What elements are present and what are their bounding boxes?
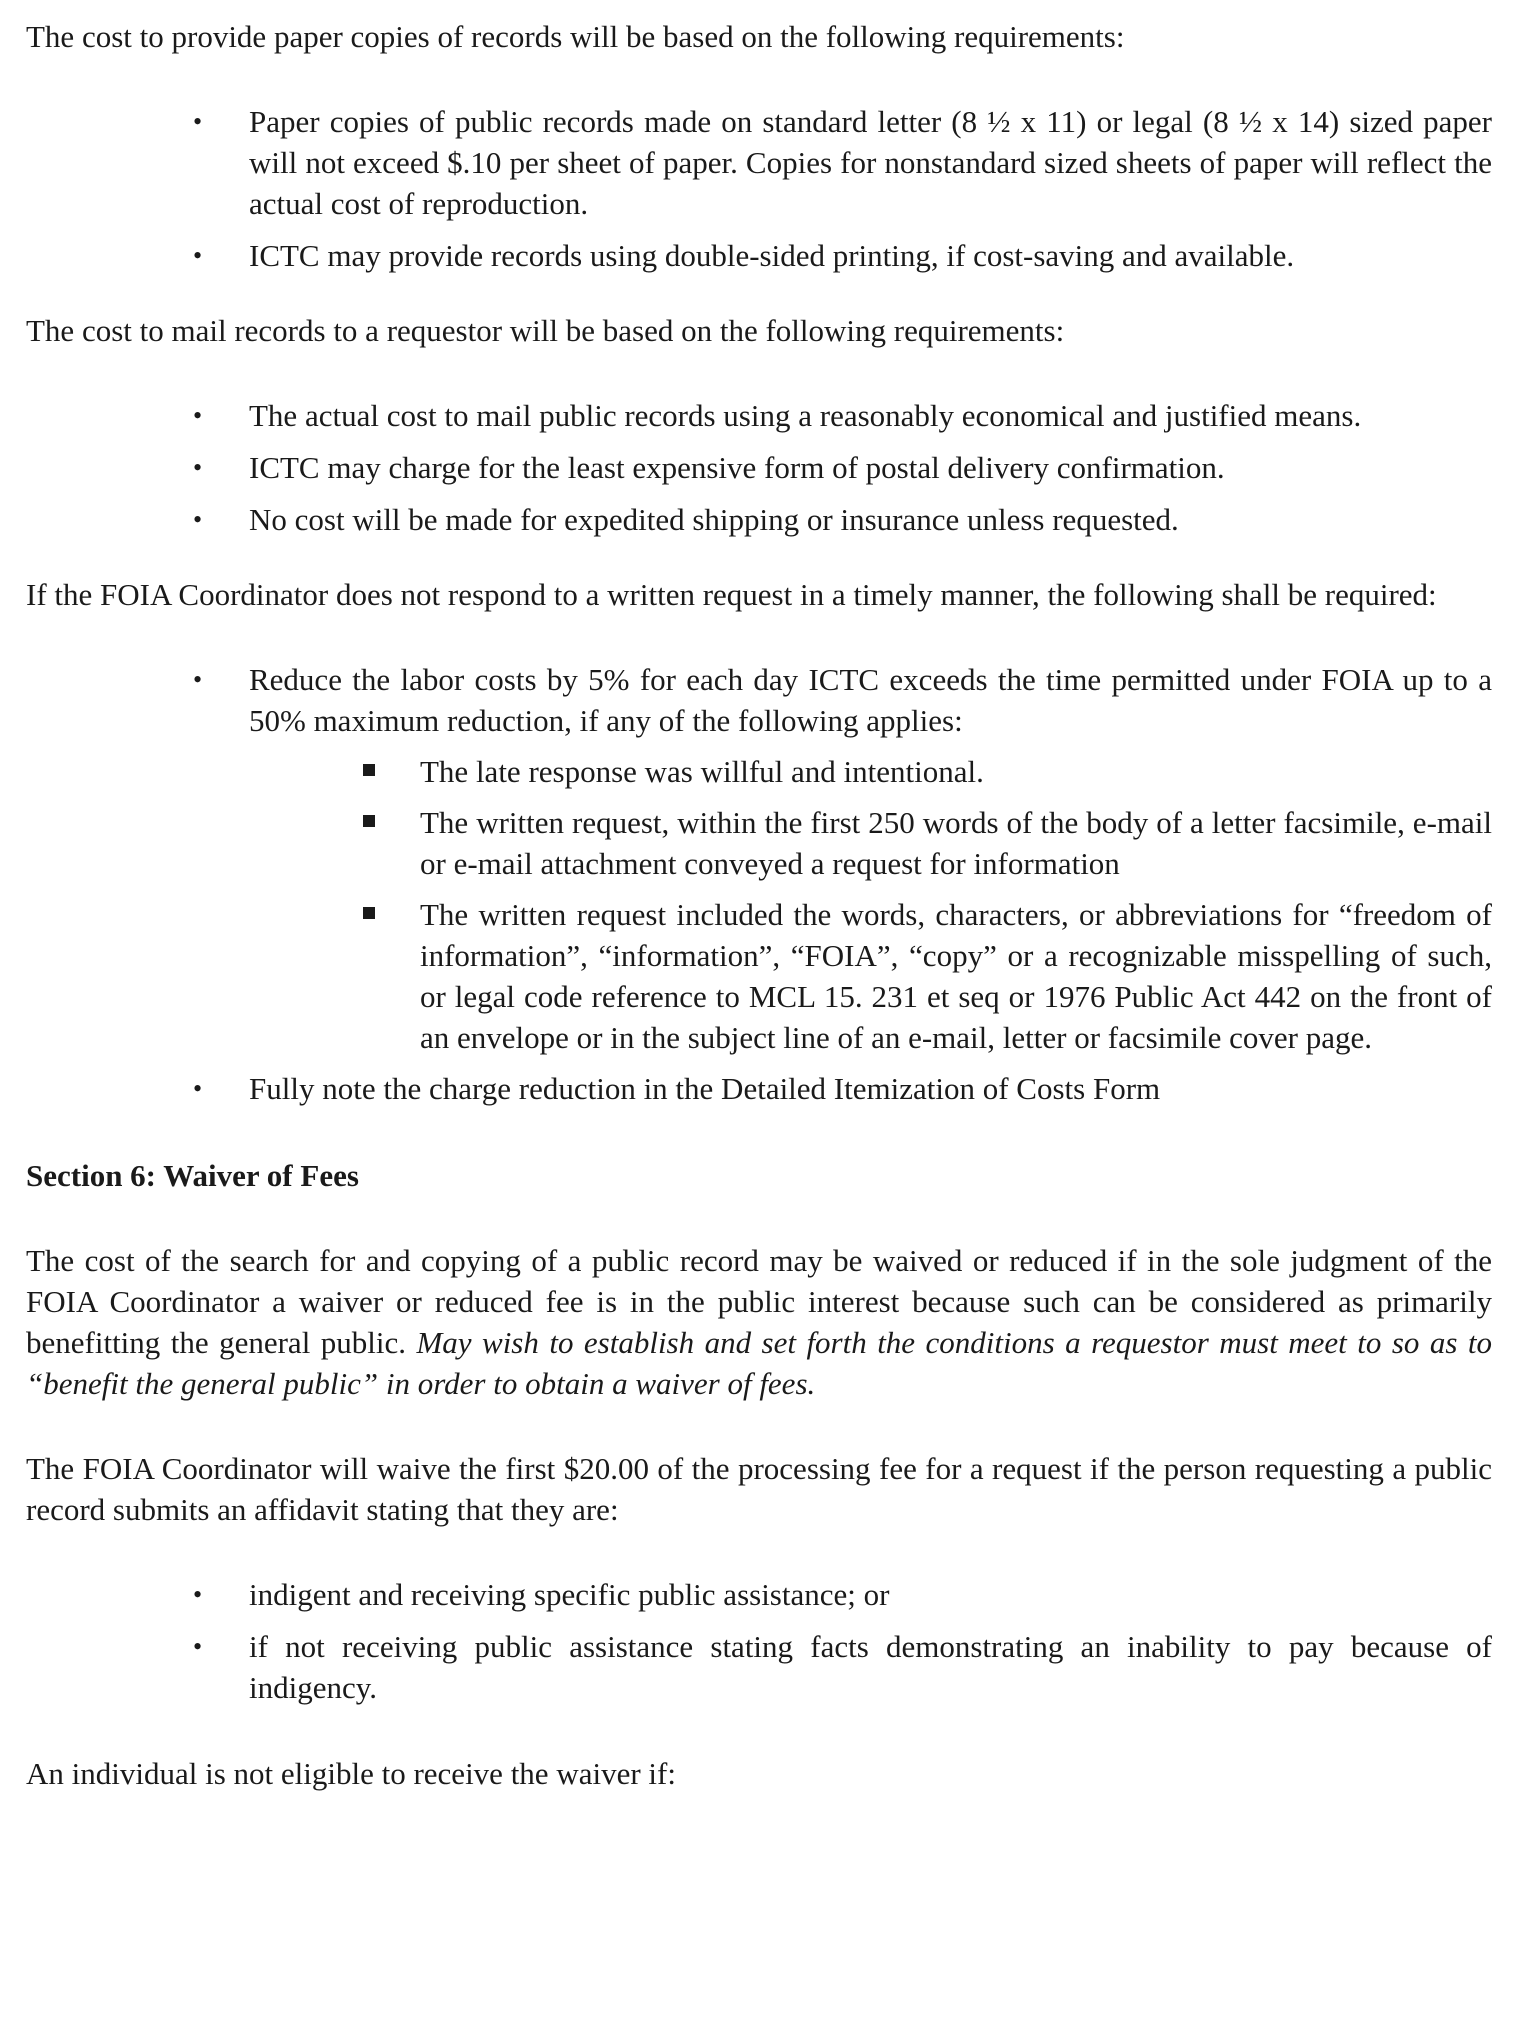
bullet-icon: • (193, 1074, 203, 1103)
list-affidavit-conditions (26, 1574, 1492, 1708)
list-item-text: No cost will be made for expedited shipping or insurance unless requested. (249, 502, 1179, 537)
list-item-text: indigent and receiving specific public assistance; or (249, 1577, 890, 1612)
list-item-text: if not receiving public assistance stating facts demonstrating an inability to pay because of indigency. (249, 1629, 1492, 1705)
list-item-text: ICTC may charge for the least expensive form of postal delivery confirmation. (249, 450, 1225, 485)
paragraph-italic-note: May wish to establish and set forth the conditions a requestor must meet to so as to “benefit the general public” in order to obtain a waiver of fees. (26, 1325, 1492, 1401)
list-mailing-requirements (26, 395, 1492, 540)
sublist-item (249, 802, 1492, 884)
square-bullet-icon (363, 815, 375, 827)
list-item (26, 235, 1492, 276)
paragraph-waiver-indigent: The FOIA Coordinator will waive the first $20.00 of the processing fee for a request if the person requesting a public record submits an affidavit stating that they are: (26, 1451, 1492, 1527)
paragraph-paper-copies-intro: The cost to provide paper copies of records will be based on the following requirements: (26, 19, 1125, 54)
bullet-icon: • (193, 401, 203, 430)
list-item (26, 447, 1492, 488)
list-late-response-requirements-continued (26, 1068, 1492, 1109)
section-6-heading: Section 6: Waiver of Fees (26, 1158, 359, 1193)
list-item-text: Reduce the labor costs by 5% for each day ICTC exceeds the time permitted under FOIA up to a 50% maximum reduction, if any of the following applies: (249, 662, 1492, 738)
sublist-item (249, 894, 1492, 1058)
bullet-icon: • (193, 241, 203, 270)
document-page (26, 16, 1492, 1794)
square-bullet-icon (363, 907, 375, 919)
list-item (26, 101, 1492, 224)
square-bullet-icon (363, 764, 375, 776)
paragraph-waiver-public-interest (26, 1240, 1492, 1404)
sublist-item-text: The late response was willful and intentional. (420, 754, 984, 789)
list-item-text: The actual cost to mail public records using a reasonably economical and justified means. (249, 398, 1362, 433)
list-item (26, 499, 1492, 540)
bullet-icon: • (193, 107, 203, 136)
list-item (26, 1574, 1492, 1615)
list-item-text: Paper copies of public records made on standard letter (8 ½ x 11) or legal (8 ½ x 14) sized paper will not exceed $.10 per sheet of paper. Copies for nonstandard sized sheets of paper will reflect the actual cost of reproduction. (249, 104, 1492, 221)
sublist-item-text: The written request, within the first 250 words of the body of a letter facsimile, e-mail or e-mail attachment conveyed a request for information (420, 805, 1492, 881)
bullet-icon: • (193, 453, 203, 482)
list-item (26, 1626, 1492, 1708)
paragraph-ineligibility-intro: An individual is not eligible to receive the waiver if: (26, 1756, 676, 1791)
sublist-conditions (249, 751, 1492, 1058)
list-item-text: ICTC may provide records using double-sided printing, if cost-saving and available. (249, 238, 1295, 273)
paragraph-mailing-intro: The cost to mail records to a requestor will be based on the following requirements: (26, 313, 1065, 348)
list-item (26, 395, 1492, 436)
paragraph-regular-text: The cost of the search for and copying of a public record may be waived or reduced if in the sole judgment of the FOIA Coordinator a waiver or reduced fee is in the public interest because such can be considered as primarily benefitting the general public. (26, 1243, 1492, 1360)
bullet-icon: • (193, 665, 203, 694)
list-item (26, 659, 1492, 741)
list-late-response-requirements (26, 659, 1492, 741)
paragraph-late-response-intro: If the FOIA Coordinator does not respond to a written request in a timely manner, the following shall be required: (26, 577, 1437, 612)
bullet-icon: • (193, 1580, 203, 1609)
list-paper-copy-requirements (26, 101, 1492, 276)
sublist-item (249, 751, 1492, 792)
sublist-item-text: The written request included the words, characters, or abbreviations for “freedom of information”, “information”, “FOIA”, “copy” or a recognizable misspelling of such, or legal code reference to MCL 15. 231 et seq or 1976 Public Act 442 on the front of an envelope or in the subject line of an e-mail, letter or facsimile cover page. (420, 897, 1492, 1055)
bullet-icon: • (193, 505, 203, 534)
bullet-icon: • (193, 1632, 203, 1661)
list-item-text: Fully note the charge reduction in the Detailed Itemization of Costs Form (249, 1071, 1161, 1106)
list-item (26, 1068, 1492, 1109)
